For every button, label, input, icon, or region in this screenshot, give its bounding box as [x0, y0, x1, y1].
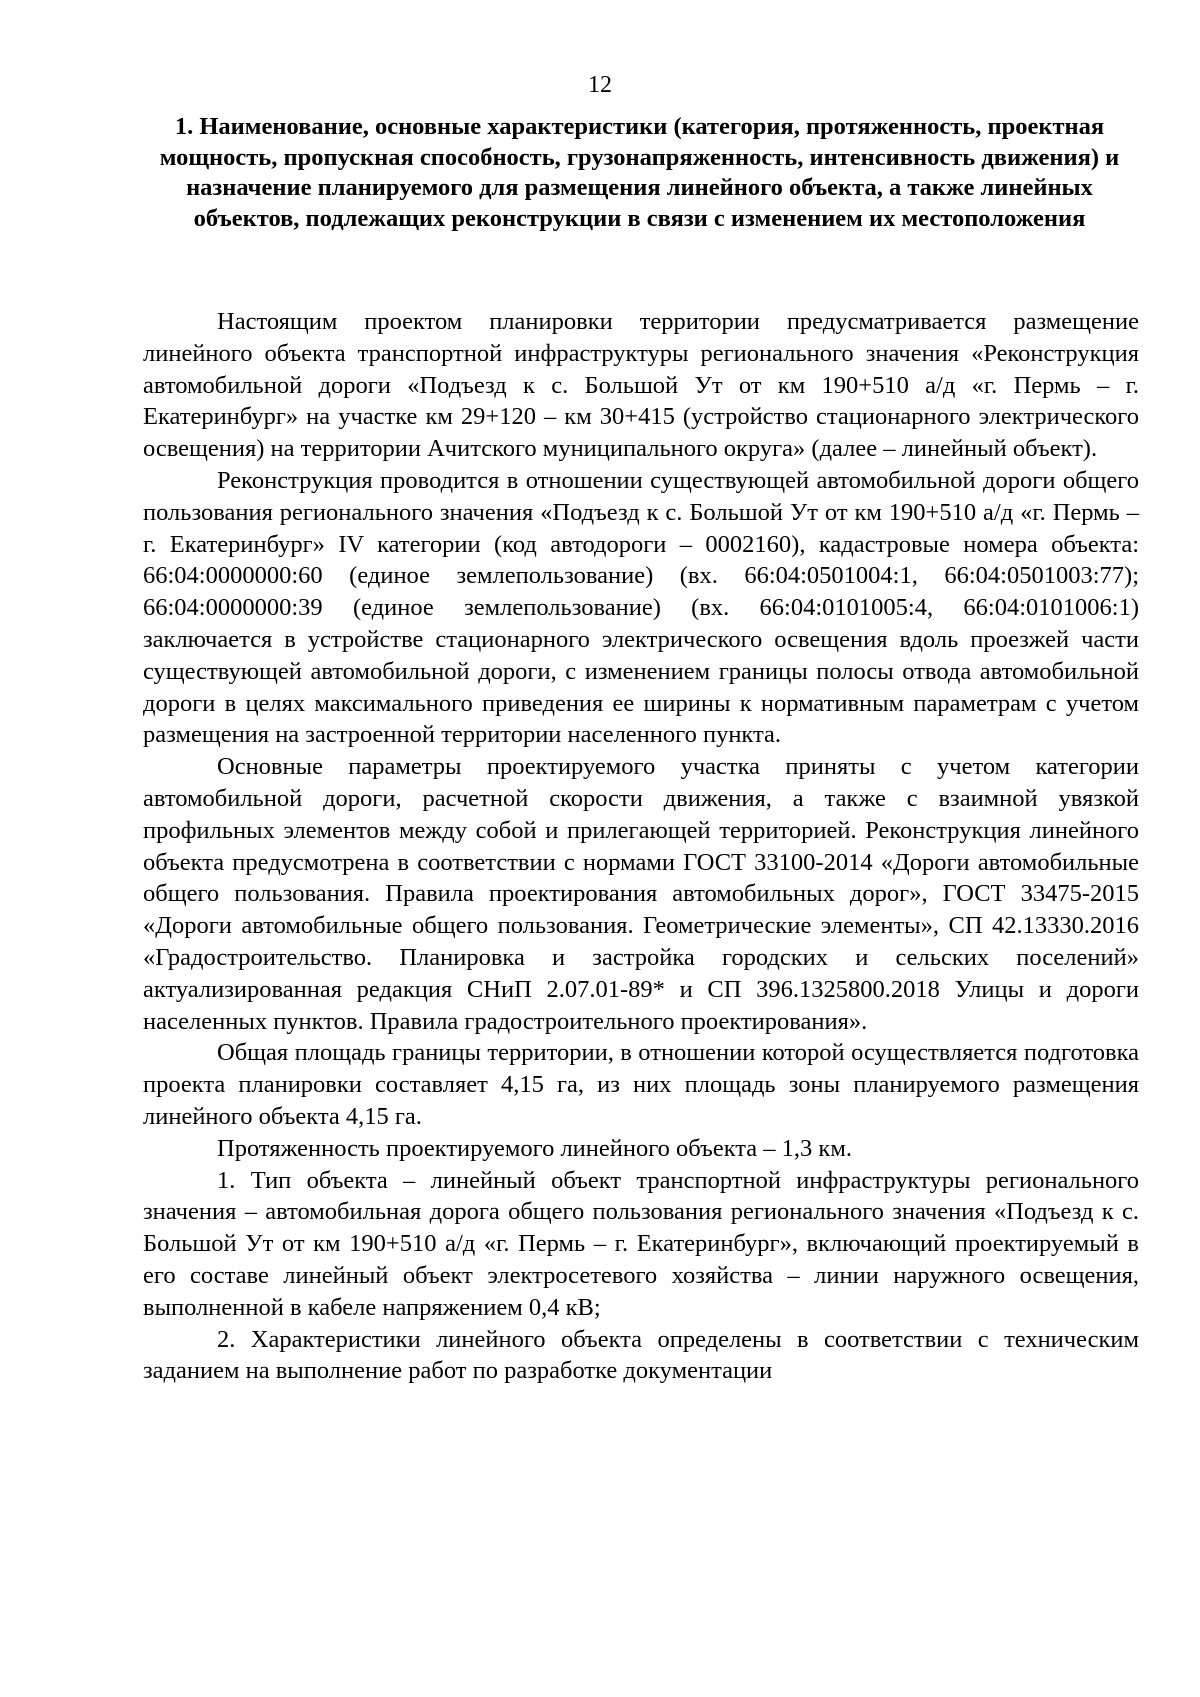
section-heading: 1. Наименование, основные характеристики (категория, протяженность, проектная мощность, пропускная способность, грузонапряженность, интенсивность движения) и назначение планируемого для размещения линейного объекта, а также линейных объектов, подлежащих реконструкции в связи с изменением их местоположения: [159, 113, 1120, 232]
paragraph: Настоящим проектом планировки территории предусматривается размещение линейного объекта транспортной инфраструктуры регионального значения «Реконструкция автомобильной дороги «Подъезд к с. Большой Ут от км 190+510 а/д «г. Пермь – г. Екатеринбург» на участке км 29+120 – км 30+415 (устройство стационарного электрического освещения) на территории Ачитского муниципального округа» (далее – линейный объект).: [143, 308, 1139, 463]
paragraph: Общая площадь границы территории, в отношении которой осуществляется подготовка проекта планировки составляет 4,15 га, из них площадь зоны планируемого размещения линейного объекта 4,15 га.: [143, 1039, 1139, 1130]
paragraph: Основные параметры проектируемого участка приняты с учетом категории автомобильной дороги, расчетной скорости движения, а также с взаимной увязкой профильных элементов между собой и прилегающей территорией. Реконструкция линейного объекта предусмотрена в соответствии с нормами ГОСТ 33100-2014 «Дороги автомобильные общего пользования. Правила проектирования автомобильных дорог», ГОСТ 33475-2015 «Дороги автомобильные общего пользования. Геометрические элементы», СП 42.13330.2016 «Градостроительство. Планировка и застройка городских и сельских поселений» актуализированная редакция СНиП 2.07.01-89* и СП 396.1325800.2018 Улицы и дороги населенных пунктов. Правила градостроительного проектирования».: [143, 753, 1139, 1035]
paragraph: 1. Тип объекта – линейный объект транспортной инфраструктуры регионального значения – автомобильная дорога общего пользования регионального значения «Подъезд к с. Большой Ут от км 190+510 а/д «г. Пермь – г. Екатеринбург», включающий проектируемый в его составе линейный объект электросетевого хозяйства – линии наружного освещения, выполненной в кабеле напряжением 0,4 кВ;: [143, 1166, 1139, 1321]
paragraph: 2. Характеристики линейного объекта определены в соответствии с техническим заданием на выполнение работ по разработке документации: [143, 1325, 1139, 1385]
paragraph: Реконструкция проводится в отношении существующей автомобильной дороги общего пользования регионального значения «Подъезд к с. Большой Ут от км 190+510 а/д «г. Пермь – г. Екатеринбург» IV категории (код автодороги – 0002160), кадастровые номера объекта: 66:04:0000000:60 (единое землепользование) (вх. 66:04:0501004:1, 66:04:0501003:77); 66:04:0000000:39 (единое землепользование) (вх. 66:04:0101005:4, 66:04:0101006:1) заключается в устройстве стационарного электрического освещения вдоль проезжей части существующей автомобильной дороги, с изменением границы полосы отвода автомобильной дороги в целях максимального приведения ее ширины к нормативным параметрам с учетом размещения на застроенной территории населенного пункта.: [143, 466, 1139, 749]
paragraph: Протяженность проектируемого линейного объекта – 1,3 км.: [217, 1134, 852, 1162]
page-number: 12: [588, 72, 612, 98]
document-body: [143, 306, 1139, 1387]
